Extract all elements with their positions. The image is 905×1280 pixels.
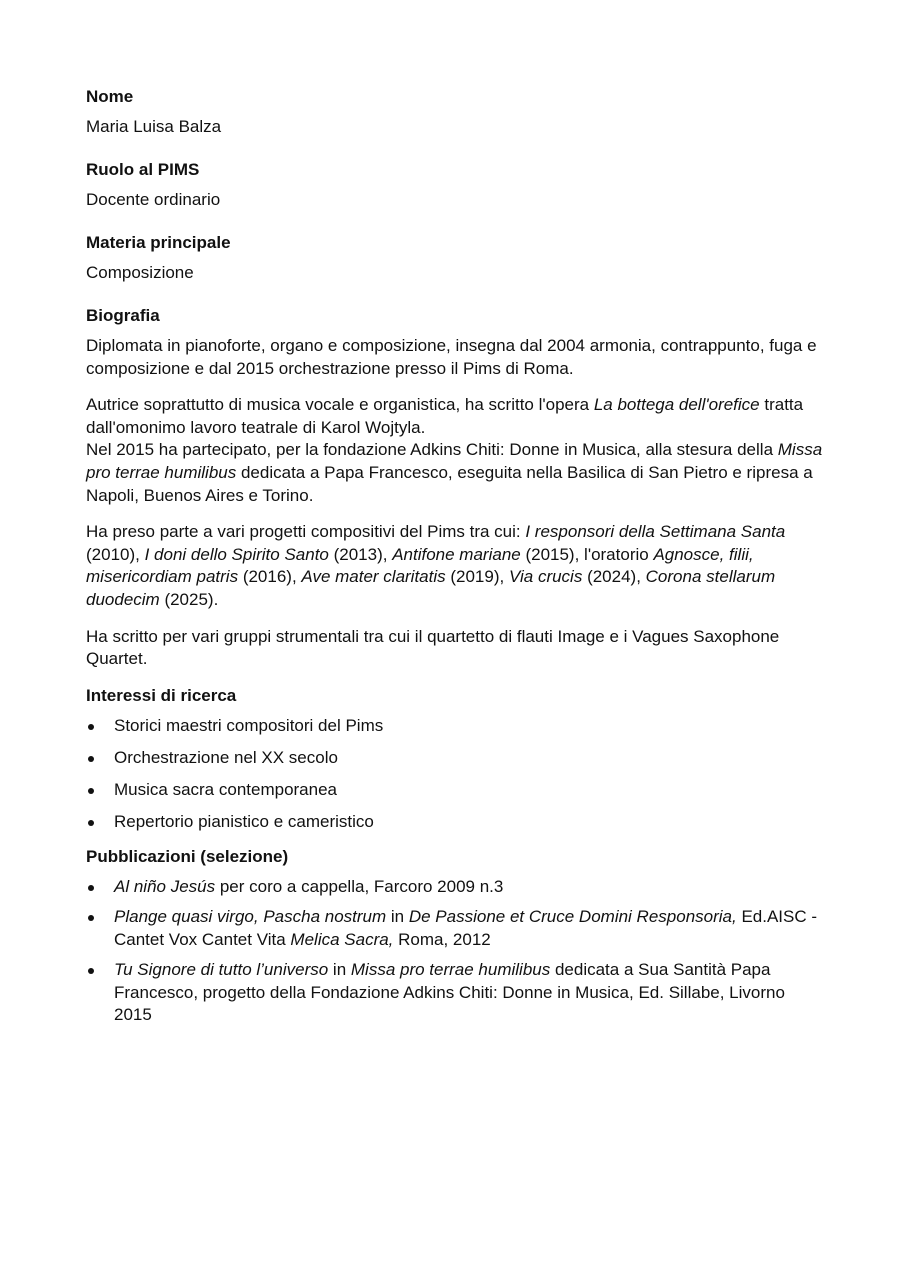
bullet-icon xyxy=(88,915,94,921)
bullet-icon xyxy=(88,756,94,762)
bio-paragraph-3 xyxy=(86,521,826,611)
work-title: Via crucis xyxy=(508,567,583,587)
bio-text: (2013), xyxy=(328,544,393,564)
subject-label: Materia principale xyxy=(86,233,231,252)
bio-paragraph-2 xyxy=(86,394,826,507)
bio-paragraph-1: Diplomata in pianoforte, organo e composizione, insegna dal 2004 armonia, contrappunto, fuga e composizione e dal 2015 orchestrazione presso il Pims di Roma. xyxy=(86,336,817,378)
bullet-icon xyxy=(88,885,94,891)
pub-text: Ed.AISC - Cantet Vox Cantet Vita xyxy=(114,907,818,950)
subject-section xyxy=(86,232,826,284)
role-section xyxy=(86,159,826,211)
role-value: Docente ordinario xyxy=(86,190,221,209)
work-title: Plange quasi virgo, Pascha nostrum xyxy=(114,907,387,927)
list-item xyxy=(86,747,826,770)
research-item: Storici maestri compositori del Pims xyxy=(114,715,384,735)
pub-text: Roma, 2012 xyxy=(393,930,491,950)
list-item xyxy=(86,715,826,738)
name-label: Nome xyxy=(86,87,134,106)
bio-text: (2019), xyxy=(445,567,509,587)
bio-text: (2010), xyxy=(86,544,145,564)
pub-text: dedicata a Sua Santità Papa Francesco, progetto della Fondazione Adkins Chiti: Donne in Musica, Ed. Sillabe, Livorno 2015 xyxy=(114,960,785,1025)
work-title: I responsori della Settimana Santa xyxy=(525,522,786,542)
research-list xyxy=(86,715,826,834)
work-title: Agnosce, filii, misericordiam patris xyxy=(86,544,754,587)
list-item xyxy=(86,959,826,1027)
bio-label: Biografia xyxy=(86,306,160,325)
work-title: Tu Signore di tutto l’universo xyxy=(114,960,329,980)
publications-section xyxy=(86,846,826,1027)
bio-text: (2025). xyxy=(159,589,219,609)
list-item xyxy=(86,779,826,802)
work-title: Missa pro terrae humilibus xyxy=(86,440,823,482)
bio-text: Autrice soprattutto di musica vocale e organistica, ha scritto l'opera xyxy=(86,395,594,415)
bio-text: Nel 2015 ha partecipato, per la fondazione Adkins Chiti: Donne in Musica, alla stesura della xyxy=(86,440,778,460)
list-item xyxy=(86,876,826,899)
work-title: Ave mater claritatis xyxy=(301,567,446,587)
work-title: Antifone mariane xyxy=(392,544,521,564)
pub-text: in xyxy=(386,907,409,927)
name-section xyxy=(86,86,826,138)
bio-paragraph-4: Ha scritto per vari gruppi strumentali tra cui il quartetto di flauti Image e i Vagues Saxophone Quartet. xyxy=(86,626,780,669)
subject-value: Composizione xyxy=(86,263,194,282)
document-page xyxy=(86,86,826,1048)
research-item: Repertorio pianistico e cameristico xyxy=(114,811,374,831)
bullet-icon xyxy=(88,788,94,794)
bio-section xyxy=(86,305,826,671)
work-title: Al niño Jesús xyxy=(114,877,216,897)
bio-text: (2024), xyxy=(582,567,646,587)
publications-list xyxy=(86,876,826,1027)
bio-text: Ha preso parte a vari progetti compositivi del Pims tra cui: xyxy=(86,522,526,542)
research-section xyxy=(86,685,826,834)
list-item xyxy=(86,811,826,834)
research-item: Orchestrazione nel XX secolo xyxy=(114,747,338,767)
research-item: Musica sacra contemporanea xyxy=(114,779,338,799)
pub-text: per coro a cappella, Farcoro 2009 n.3 xyxy=(215,877,504,897)
bio-text: tratta dall'omonimo lavoro teatrale di Karol Wojtyla. xyxy=(86,395,804,437)
research-label: Interessi di ricerca xyxy=(86,685,237,705)
bio-text: (2015), l'oratorio xyxy=(520,544,654,564)
role-label: Ruolo al PIMS xyxy=(86,160,200,179)
bullet-icon xyxy=(88,968,94,974)
work-title: De Passione et Cruce Domini Responsoria, xyxy=(408,907,737,927)
list-item xyxy=(86,906,826,951)
pub-text: in xyxy=(328,960,351,980)
bio-text: (2016), xyxy=(238,567,302,587)
work-title: Melica Sacra, xyxy=(290,930,394,950)
work-title: Missa pro terrae humilibus xyxy=(350,960,551,980)
publications-label: Pubblicazioni (selezione) xyxy=(86,847,289,867)
name-value: Maria Luisa Balza xyxy=(86,117,222,136)
bullet-icon xyxy=(88,724,94,730)
work-title: I doni dello Spirito Santo xyxy=(144,544,329,564)
bullet-icon xyxy=(88,820,94,826)
work-title: La bottega dell'orefice xyxy=(593,395,760,415)
bio-text: dedicata a Papa Francesco, eseguita nella Basilica di San Pietro e ripresa a Napoli, Buenos Aires e Torino. xyxy=(86,462,813,505)
work-title: Corona stellarum duodecim xyxy=(86,567,776,609)
